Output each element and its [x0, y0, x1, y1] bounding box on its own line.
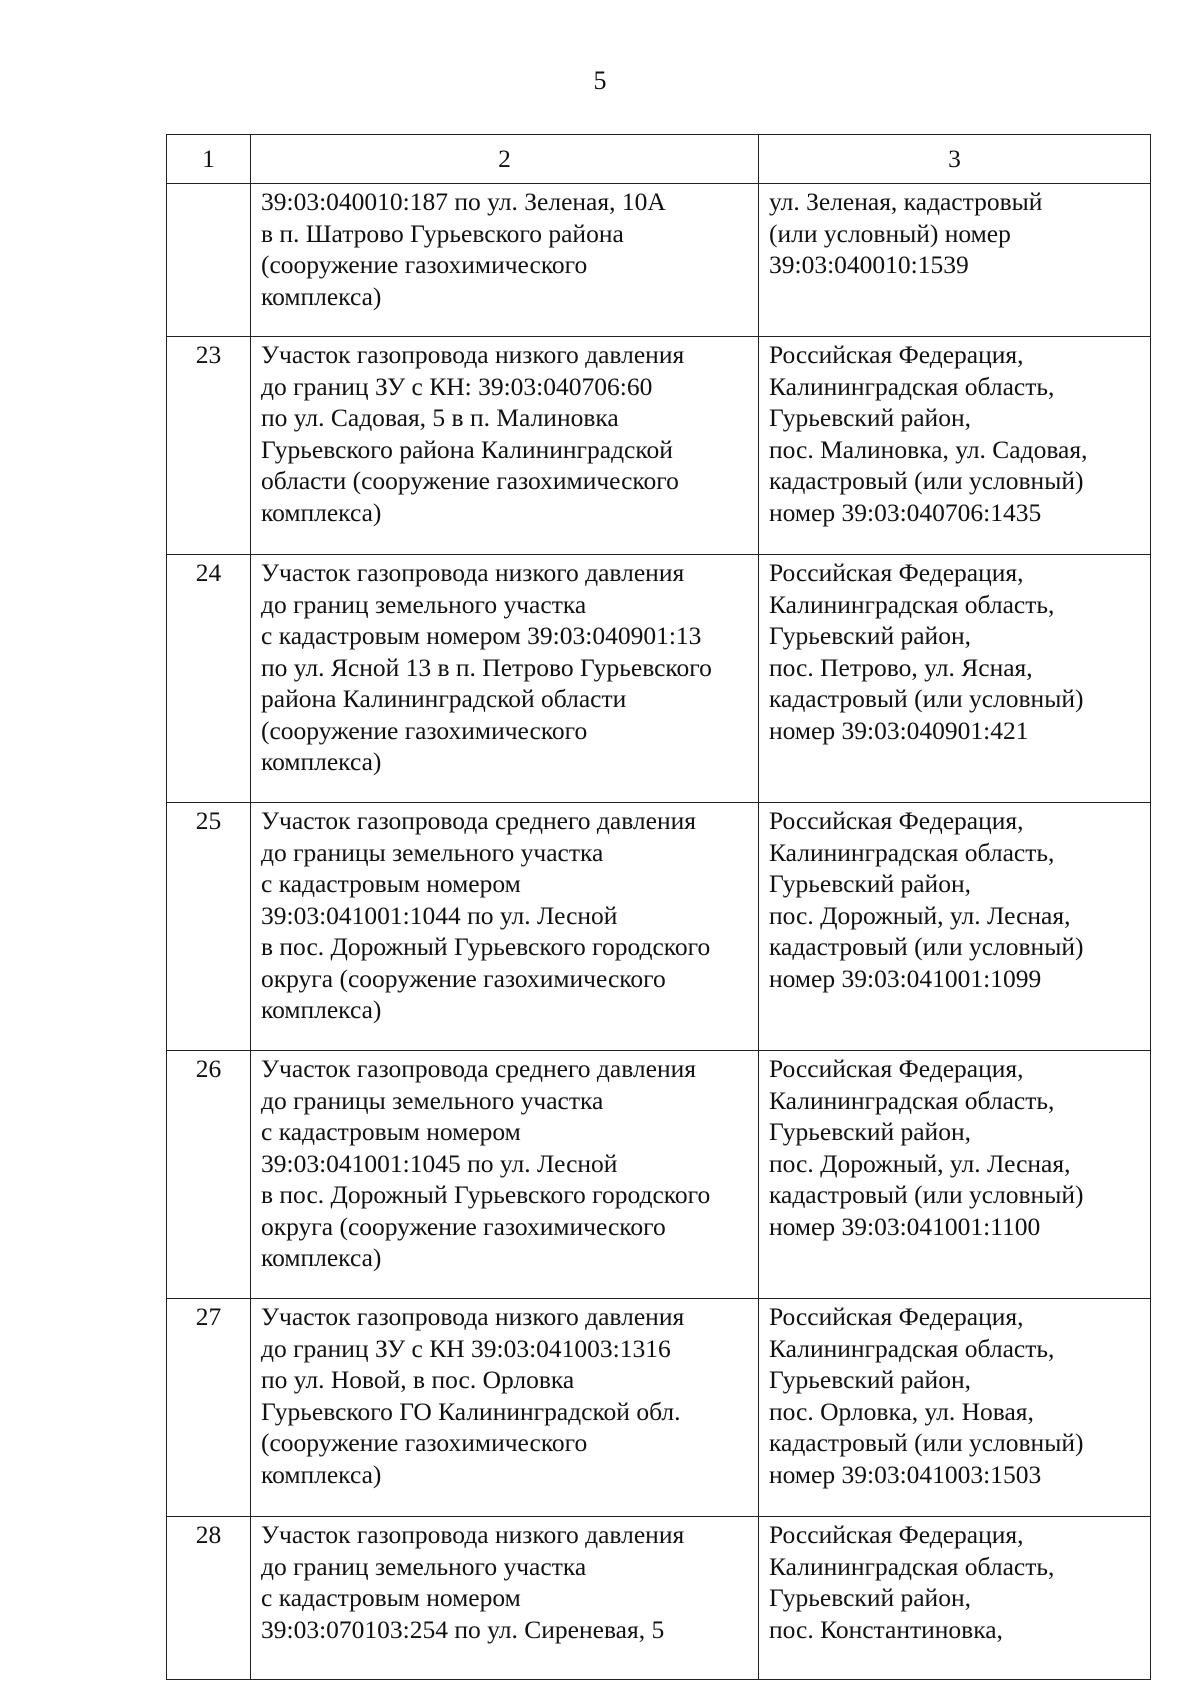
- object-address: Российская Федерация, Калининградская область, Гурьевский район, пос. Дорожный, ул. Лесная, кадастровый (или условный) номер 39:03:041001:1099: [759, 803, 1151, 1051]
- object-description: Участок газопровода низкого давления до границ ЗУ с КН 39:03:041003:1316 по ул. Новой, в пос. Орловка Гурьевского ГО Калининградской обл. (сооружение газохимического комплекса): [251, 1299, 759, 1517]
- table-row: [167, 1517, 1151, 1680]
- row-number: [167, 184, 251, 337]
- row-number: 24: [167, 555, 251, 803]
- table-row: [167, 1051, 1151, 1299]
- row-number: 28: [167, 1517, 251, 1680]
- object-address: Российская Федерация, Калининградская область, Гурьевский район, пос. Малиновка, ул. Садовая, кадастровый (или условный) номер 39:03:040706:1435: [759, 337, 1151, 555]
- object-address: ул. Зеленая, кадастровый (или условный) номер 39:03:040010:1539: [759, 184, 1151, 337]
- table-row: [167, 1299, 1151, 1517]
- object-description: Участок газопровода низкого давления до границ земельного участка с кадастровым номером 39:03:070103:254 по ул. Сиреневая, 5: [251, 1517, 759, 1680]
- row-number: 27: [167, 1299, 251, 1517]
- table-row: [167, 803, 1151, 1051]
- object-address: Российская Федерация, Калининградская область, Гурьевский район, пос. Константиновка,: [759, 1517, 1151, 1680]
- object-address: Российская Федерация, Калининградская область, Гурьевский район, пос. Петрово, ул. Ясная, кадастровый (или условный) номер 39:03:040901:421: [759, 555, 1151, 803]
- column-header-1: 1: [167, 135, 251, 184]
- row-number: 25: [167, 803, 251, 1051]
- object-address: Российская Федерация, Калининградская область, Гурьевский район, пос. Дорожный, ул. Лесная, кадастровый (или условный) номер 39:03:041001:1100: [759, 1051, 1151, 1299]
- object-description: Участок газопровода низкого давления до границ ЗУ с КН: 39:03:040706:60 по ул. Садовая, 5 в п. Малиновка Гурьевского района Калининградской области (сооружение газохимического комплекса): [251, 337, 759, 555]
- registry-table: [166, 134, 1151, 1680]
- column-header-3: 3: [759, 135, 1151, 184]
- object-description: Участок газопровода среднего давления до границы земельного участка с кадастровым номером 39:03:041001:1045 по ул. Лесной в пос. Дорожный Гурьевского городского округа (сооружение газохимического комплекса): [251, 1051, 759, 1299]
- table-row: [167, 184, 1151, 337]
- object-address: Российская Федерация, Калининградская область, Гурьевский район, пос. Орловка, ул. Новая, кадастровый (или условный) номер 39:03:041003:1503: [759, 1299, 1151, 1517]
- table-row: [167, 337, 1151, 555]
- row-number: 23: [167, 337, 251, 555]
- object-description: Участок газопровода среднего давления до границы земельного участка с кадастровым номером 39:03:041001:1044 по ул. Лесной в пос. Дорожный Гурьевского городского округа (сооружение газохимического комплекса): [251, 803, 759, 1051]
- object-description: 39:03:040010:187 по ул. Зеленая, 10А в п. Шатрово Гурьевского района (сооружение газохимического комплекса): [251, 184, 759, 337]
- column-header-2: 2: [251, 135, 759, 184]
- object-description: Участок газопровода низкого давления до границ земельного участка с кадастровым номером 39:03:040901:13 по ул. Ясной 13 в п. Петрово Гурьевского района Калининградской области (сооружение газохимического комплекса): [251, 555, 759, 803]
- page-number: 5: [593, 66, 607, 95]
- row-number: 26: [167, 1051, 251, 1299]
- table-row: [167, 555, 1151, 803]
- header-row: [167, 135, 1151, 184]
